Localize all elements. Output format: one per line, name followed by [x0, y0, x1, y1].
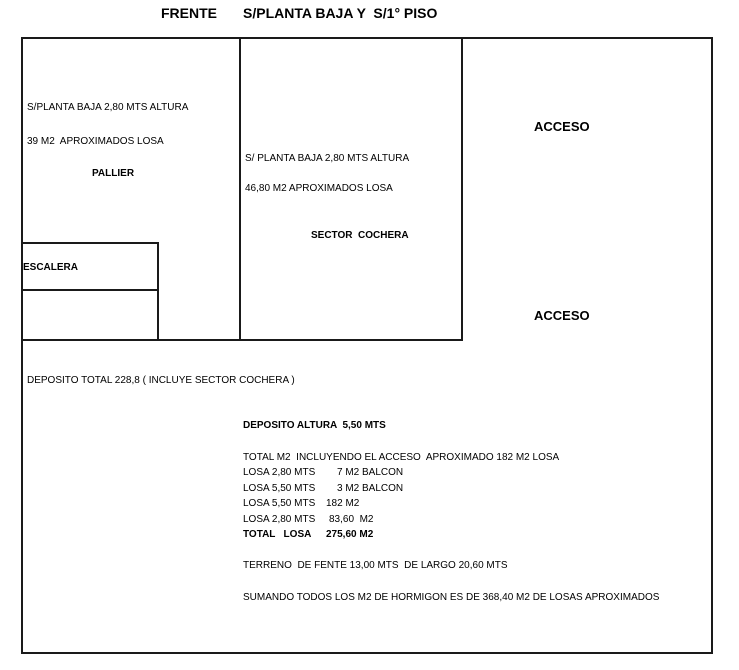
- deposito-total: DEPOSITO TOTAL 228,8 ( INCLUYE SECTOR COCHERA ): [27, 375, 295, 386]
- frente-title: FRENTE: [161, 5, 217, 21]
- total-m2-note: TOTAL M2 INCLUYENDO EL ACCESO APROXIMADO 182 M2 LOSA: [243, 452, 560, 463]
- wall-cochera-acceso: [461, 37, 463, 341]
- losa-row-1-label: LOSA 2,80 MTS: [243, 467, 316, 478]
- cochera-height: S/ PLANTA BAJA 2,80 MTS ALTURA: [245, 153, 410, 164]
- cochera-area: 46,80 M2 APROXIMADOS LOSA: [245, 183, 393, 194]
- losa-row-4-value: 83,60 M2: [329, 514, 374, 525]
- losa-row-1-value: 7 M2 BALCON: [337, 467, 404, 478]
- deposito-altura: DEPOSITO ALTURA 5,50 MTS: [243, 420, 386, 431]
- sumando-note: SUMANDO TODOS LOS M2 DE HORMIGON ES DE 368,40 M2 DE LOSAS APROXIMADOS: [243, 592, 660, 603]
- losa-row-3-label: LOSA 5,50 MTS: [243, 498, 316, 509]
- escalera-top-wall: [21, 242, 159, 244]
- wall-pallier-cochera: [239, 37, 241, 341]
- cochera-label: SECTOR COCHERA: [311, 230, 409, 241]
- terreno-note: TERRENO DE FENTE 13,00 MTS DE LARGO 20,60 MTS: [243, 560, 508, 571]
- losa-row-2-value: 3 M2 BALCON: [337, 483, 404, 494]
- total-losa-label: TOTAL LOSA: [243, 529, 312, 540]
- pallier-height: S/PLANTA BAJA 2,80 MTS ALTURA: [27, 102, 189, 113]
- acceso-label-top: ACCESO: [534, 119, 590, 134]
- losa-row-2-label: LOSA 5,50 MTS: [243, 483, 316, 494]
- planta-title: S/PLANTA BAJA Y S/1° PISO: [243, 5, 438, 21]
- losa-row-4-label: LOSA 2,80 MTS: [243, 514, 316, 525]
- total-losa-value: 275,60 M2: [326, 529, 374, 540]
- pallier-area: 39 M2 APROXIMADOS LOSA: [27, 136, 164, 147]
- escalera-label: ESCALERA: [23, 262, 79, 273]
- wall-rooms-bottom: [21, 339, 463, 341]
- pallier-label: PALLIER: [92, 168, 135, 179]
- losa-row-3-value: 182 M2: [326, 498, 360, 509]
- escalera-divider: [21, 289, 159, 291]
- escalera-right-wall: [157, 242, 159, 341]
- acceso-label-bottom: ACCESO: [534, 308, 590, 323]
